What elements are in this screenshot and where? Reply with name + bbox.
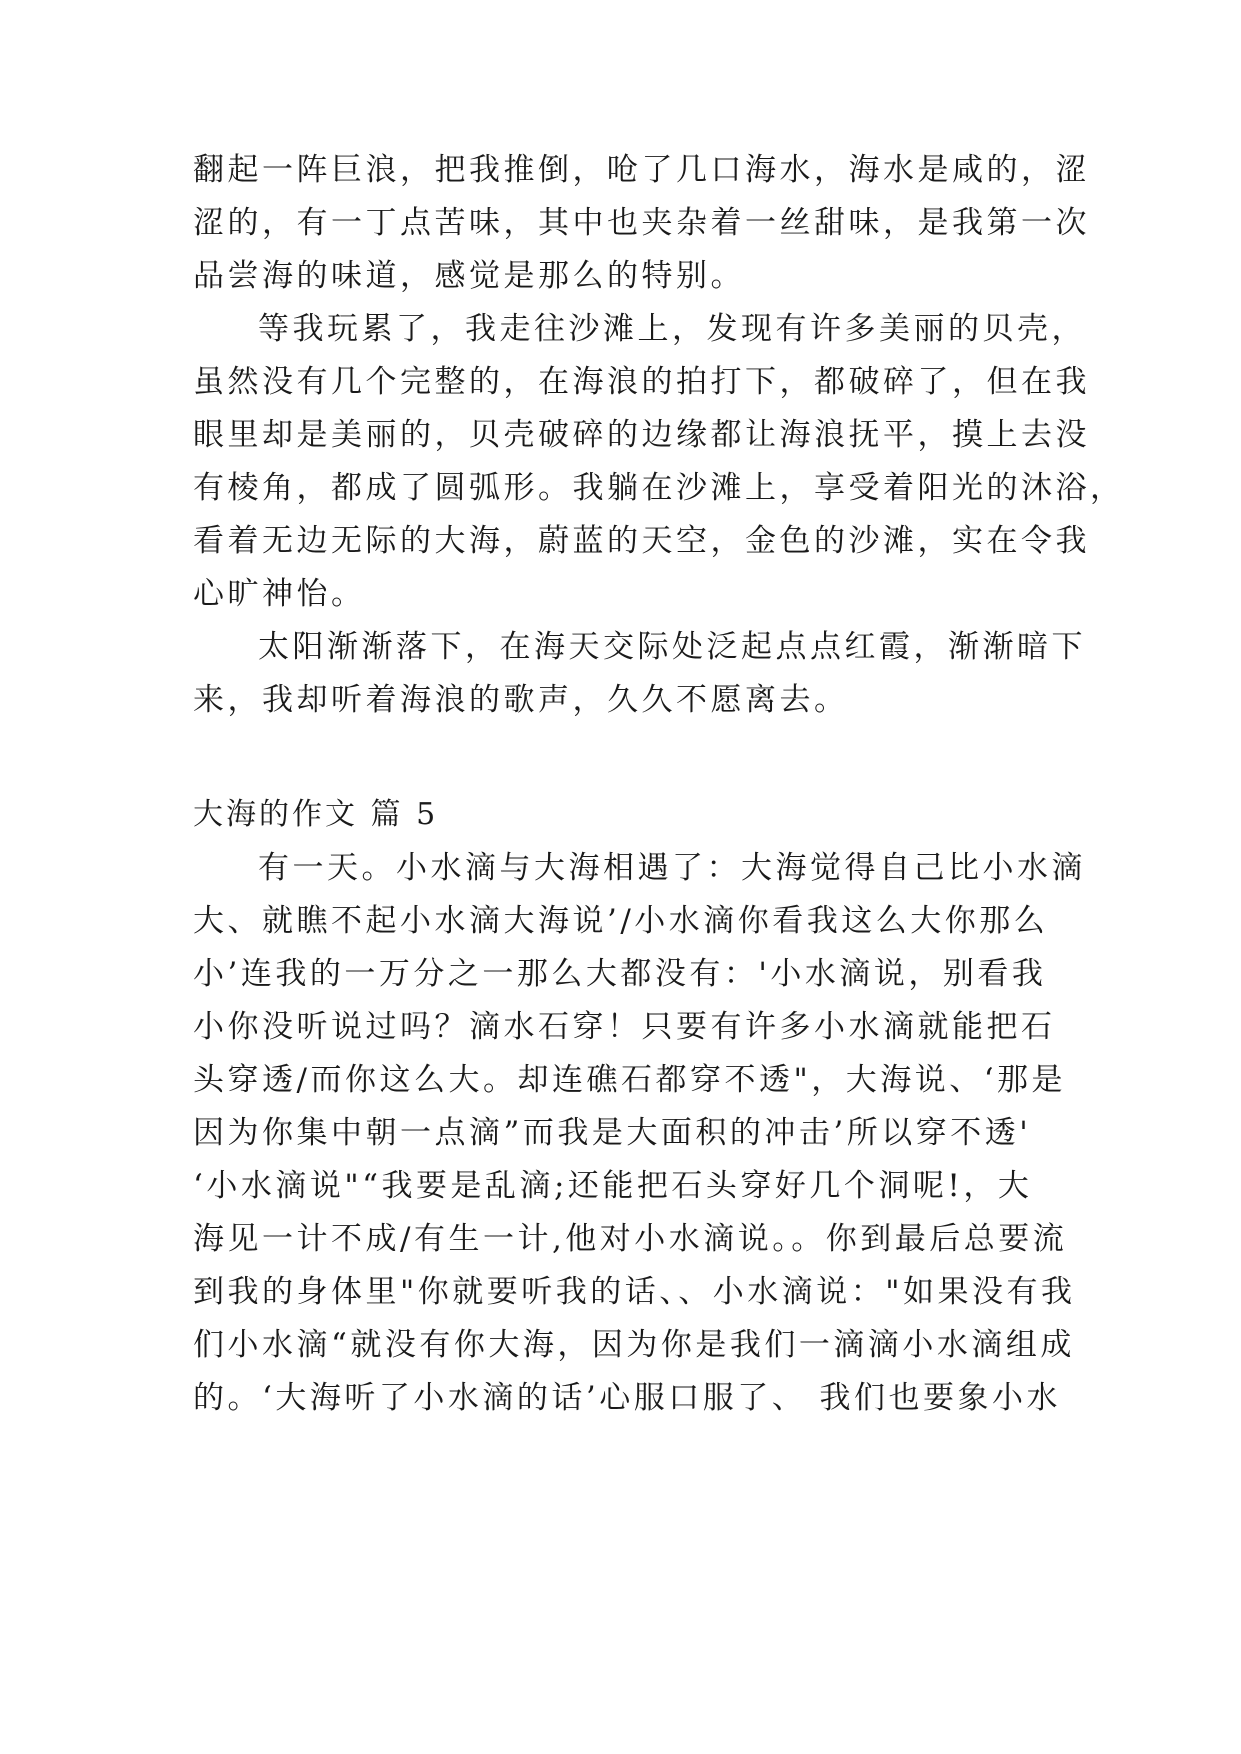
paragraph-line: 因为你集中朝一点滴”而我是大面积的冲击’所以穿不透' bbox=[193, 1115, 1032, 1151]
paragraph-line: 等我玩累了，我走往沙滩上，发现有许多美丽的贝壳， bbox=[258, 311, 1086, 347]
paragraph-line: 品尝海的味道，感觉是那么的特别。 bbox=[193, 258, 745, 294]
paragraph-line: 太阳渐渐落下，在海天交际处泛起点点红霞，渐渐暗下 bbox=[258, 629, 1086, 665]
paragraph-line: 眼里却是美丽的，贝壳破碎的边缘都让海浪抚平，摸上去没 bbox=[193, 417, 1090, 453]
paragraph-line: 看着无边无际的大海，蔚蓝的天空，金色的沙滩，实在令我 bbox=[193, 523, 1090, 559]
paragraph-line: 有棱角，都成了圆弧形。我躺在沙滩上，享受着阳光的沐浴， bbox=[193, 470, 1125, 506]
paragraph-line: 的。‘大海听了小水滴的话’心服口服了、 我们也要象小水 bbox=[193, 1380, 1062, 1416]
paragraph-line: 大、就瞧不起小水滴大海说’/小水滴你看我这么大你那么 bbox=[193, 903, 1049, 939]
paragraph-line: ‘小水滴说"“我要是乱滴;还能把石头穿好几个洞呢!，大 bbox=[193, 1168, 1033, 1204]
paragraph-line: 小’连我的一万分之一那么大都没有：'小水滴说，别看我 bbox=[193, 956, 1047, 992]
paragraph-line: 翻起一阵巨浪，把我推倒，呛了几口海水，海水是咸的，涩 bbox=[193, 152, 1090, 188]
paragraph-line: 小你没听说过吗？滴水石穿！只要有许多小水滴就能把石 bbox=[193, 1009, 1056, 1045]
paragraph-line: 来，我却听着海浪的歌声，久久不愿离去。 bbox=[193, 682, 849, 718]
paragraph-line: 心旷神怡。 bbox=[193, 576, 366, 612]
paragraph-line: 有一天。小水滴与大海相遇了：大海觉得自己比小水滴 bbox=[258, 850, 1086, 886]
paragraph-line: 头穿透/而你这么大。却连礁石都穿不透"，大海说、‘那是 bbox=[193, 1062, 1067, 1098]
paragraph-line: 虽然没有几个完整的，在海浪的拍打下，都破碎了，但在我 bbox=[193, 364, 1090, 400]
paragraph-line: 海见一计不成/有生一计,他对小水滴说。。你到最后总要流 bbox=[193, 1221, 1068, 1257]
paragraph-line: 到我的身体里"你就要听我的话、、小水滴说："如果没有我 bbox=[193, 1274, 1076, 1310]
paragraph-line: 涩的，有一丁点苦味，其中也夹杂着一丝甜味，是我第一次 bbox=[193, 205, 1090, 241]
paragraph-line: 们小水滴“就没有你大海，因为你是我们一滴滴小水滴组成 bbox=[193, 1327, 1075, 1363]
section-heading: 大海的作文 篇 5 bbox=[193, 797, 439, 832]
